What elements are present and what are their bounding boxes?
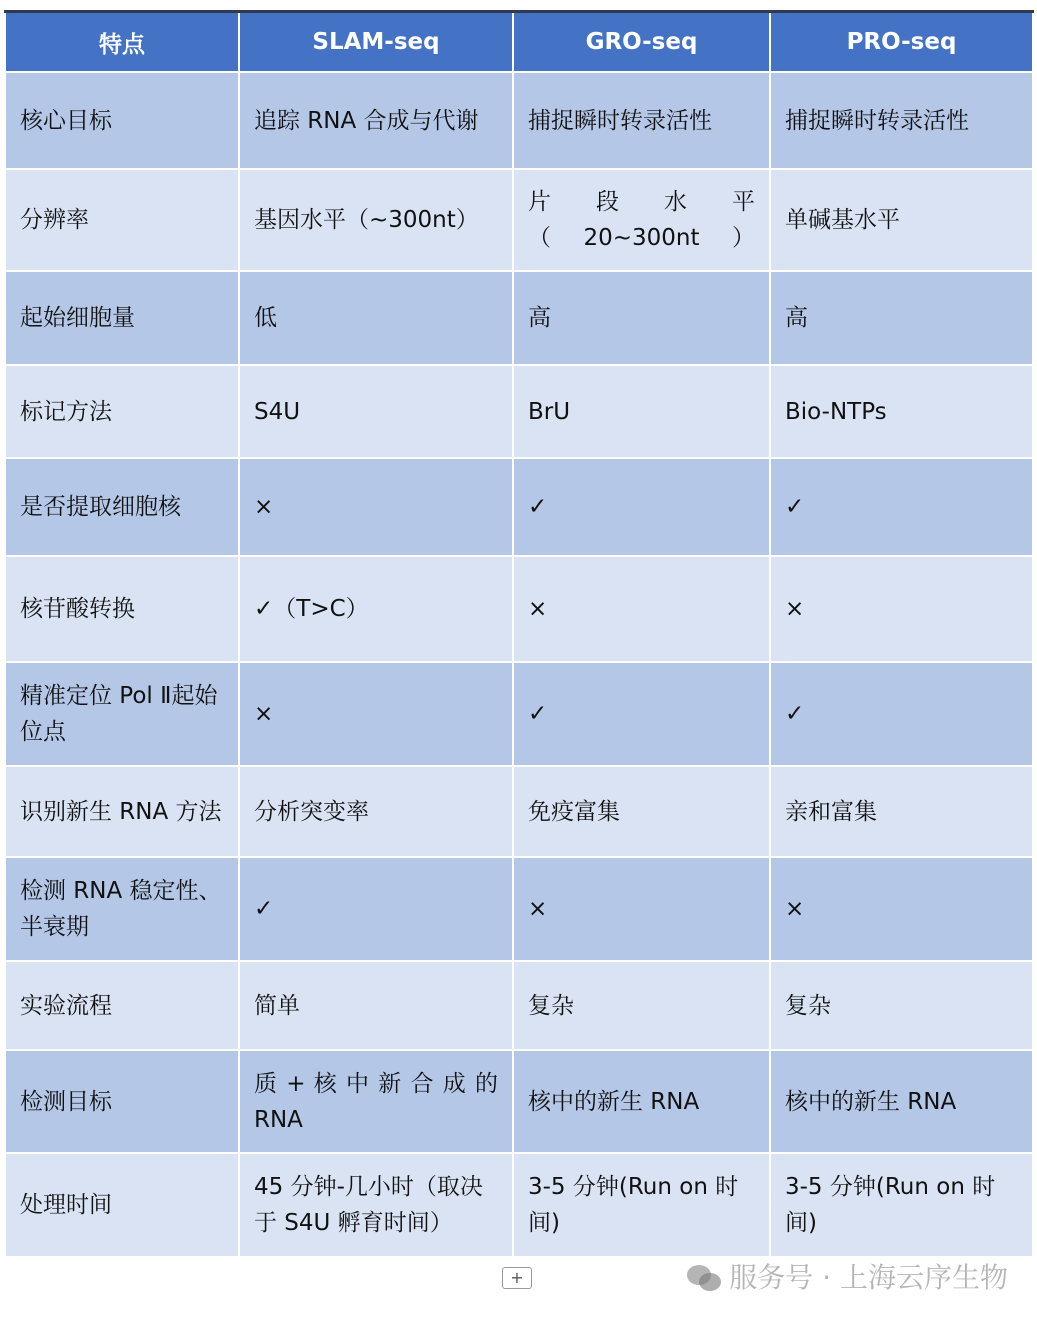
feature-cell: 分辨率 <box>5 169 239 271</box>
value-cell: × <box>770 857 1033 961</box>
header-cell: 特点 <box>5 12 239 73</box>
value-cell: × <box>770 556 1033 662</box>
value-cell: ✓ <box>770 662 1033 766</box>
value-cell: × <box>513 556 770 662</box>
feature-cell: 识别新生 RNA 方法 <box>5 766 239 857</box>
value-cell: ✓ <box>513 662 770 766</box>
value-cell: × <box>513 857 770 961</box>
feature-cell: 是否提取细胞核 <box>5 458 239 556</box>
header-cell: GRO-seq <box>513 12 770 73</box>
table-row <box>5 766 1033 857</box>
feature-cell: 处理时间 <box>5 1153 239 1257</box>
value-cell: 核中的新生 RNA <box>770 1050 1033 1153</box>
wechat-icon <box>687 1263 723 1293</box>
value-cell: × <box>239 458 513 556</box>
value-cell: 复杂 <box>770 961 1033 1050</box>
watermark: 服务号 · 上海云序生物 <box>687 1261 1008 1295</box>
value-cell: ✓ <box>239 857 513 961</box>
table-row <box>5 365 1033 458</box>
feature-cell: 检测目标 <box>5 1050 239 1153</box>
table-row <box>5 169 1033 271</box>
value-cell: 单碱基水平 <box>770 169 1033 271</box>
feature-cell: 标记方法 <box>5 365 239 458</box>
feature-cell: 精准定位 Pol Ⅱ起始位点 <box>5 662 239 766</box>
table-row <box>5 857 1033 961</box>
value-cell: 高 <box>513 271 770 365</box>
table-row <box>5 72 1033 169</box>
value-cell: BrU <box>513 365 770 458</box>
feature-cell: 起始细胞量 <box>5 271 239 365</box>
value-cell: 追踪 RNA 合成与代谢 <box>239 72 513 169</box>
value-cell: × <box>239 662 513 766</box>
value-cell: 复杂 <box>513 961 770 1050</box>
value-cell: 3-5 分钟(Run on 时间) <box>513 1153 770 1257</box>
header-cell: PRO-seq <box>770 12 1033 73</box>
value-cell: 低 <box>239 271 513 365</box>
value-cell: 3-5 分钟(Run on 时间) <box>770 1153 1033 1257</box>
table-row <box>5 458 1033 556</box>
value-cell: 分析突变率 <box>239 766 513 857</box>
value-cell: 片 段 水 平（20~300nt） <box>513 169 770 271</box>
header-cell: SLAM-seq <box>239 12 513 73</box>
value-cell: 基因水平（~300nt） <box>239 169 513 271</box>
value-cell: Bio-NTPs <box>770 365 1033 458</box>
table-row <box>5 1050 1033 1153</box>
value-cell: 核中的新生 RNA <box>513 1050 770 1153</box>
value-cell: S4U <box>239 365 513 458</box>
table-row <box>5 556 1033 662</box>
header-row <box>5 12 1033 73</box>
table-row <box>5 961 1033 1050</box>
value-cell: 捕捉瞬时转录活性 <box>770 72 1033 169</box>
value-cell: 质 + 核 中 新 合 成 的 RNA <box>239 1050 513 1153</box>
value-cell: 45 分钟-几小时（取决于 S4U 孵育时间） <box>239 1153 513 1257</box>
feature-cell: 核心目标 <box>5 72 239 169</box>
value-cell: 捕捉瞬时转录活性 <box>513 72 770 169</box>
table-footer <box>4 1260 1032 1296</box>
value-cell: ✓（T>C） <box>239 556 513 662</box>
comparison-table <box>4 10 1034 1258</box>
value-cell: 高 <box>770 271 1033 365</box>
value-cell: 亲和富集 <box>770 766 1033 857</box>
table-row <box>5 1153 1033 1257</box>
feature-cell: 检测 RNA 稳定性、半衰期 <box>5 857 239 961</box>
feature-cell: 实验流程 <box>5 961 239 1050</box>
table-row <box>5 662 1033 766</box>
expand-button[interactable]: + <box>502 1267 532 1289</box>
value-cell: 简单 <box>239 961 513 1050</box>
value-cell: ✓ <box>770 458 1033 556</box>
value-cell: 免疫富集 <box>513 766 770 857</box>
table-row <box>5 271 1033 365</box>
feature-cell: 核苷酸转换 <box>5 556 239 662</box>
value-cell: ✓ <box>513 458 770 556</box>
